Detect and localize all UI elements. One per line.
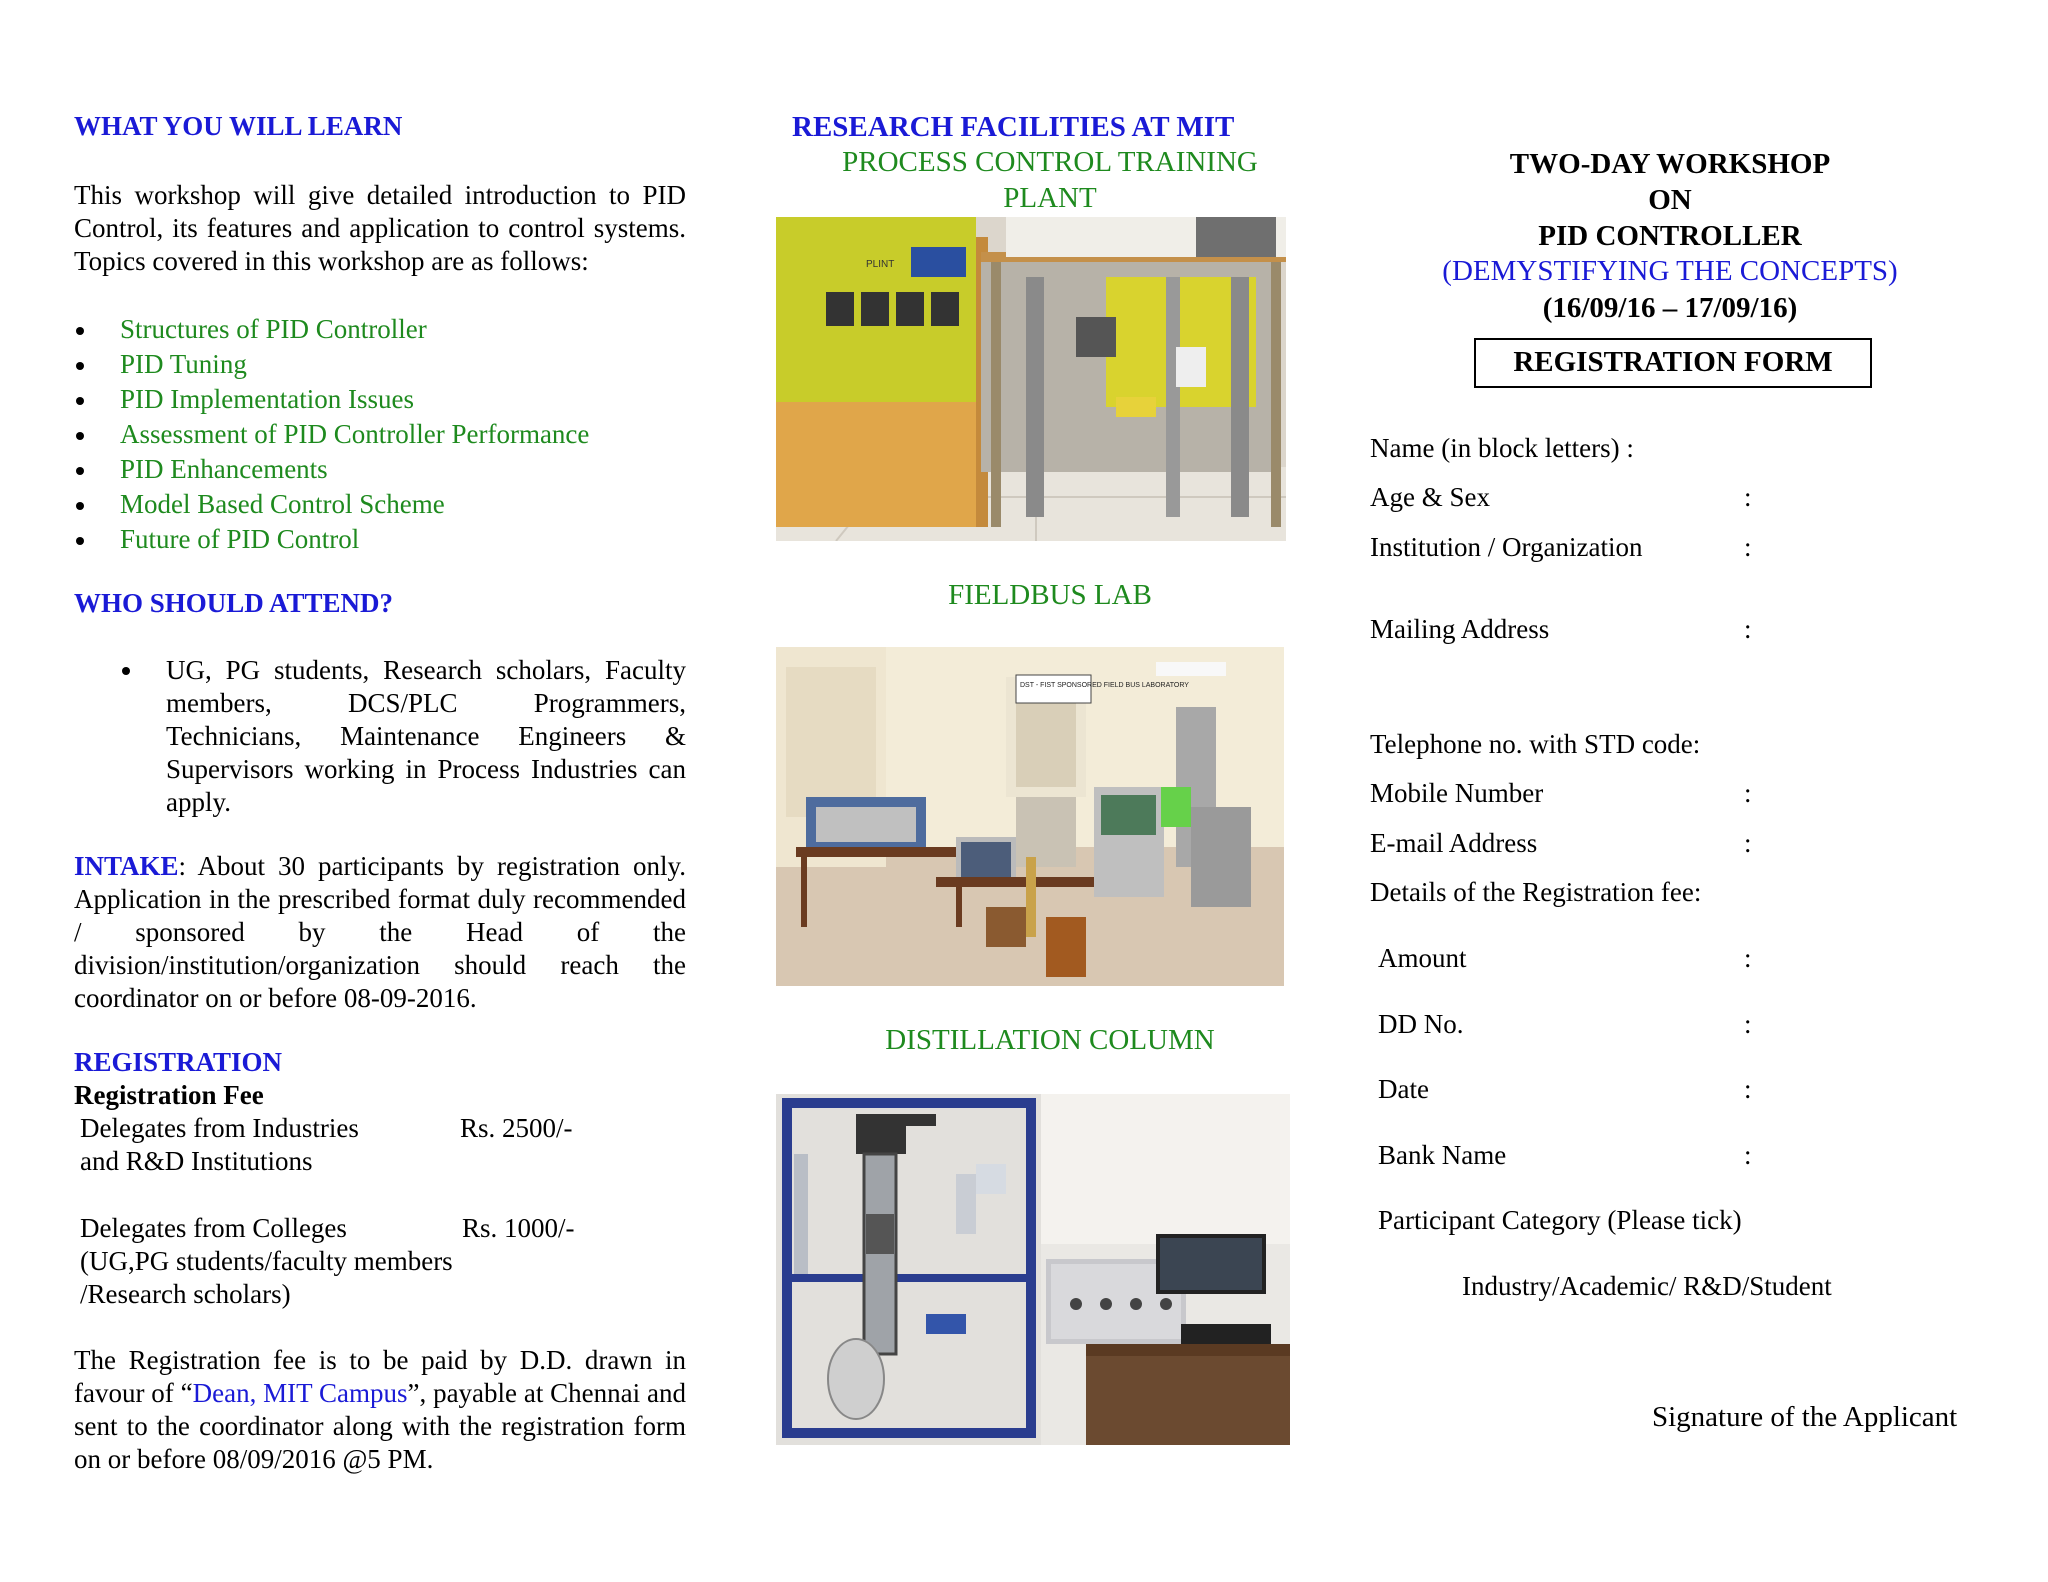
- facility-3-title: DISTILLATION COLUMN: [885, 1024, 1215, 1056]
- bank-name-field-label: Bank Name: [1378, 1140, 1507, 1170]
- distillation-column-photo: [776, 1094, 1290, 1445]
- bullet-icon: [76, 432, 84, 440]
- learn-intro: This workshop will give detailed introduction to PID Control, its features and application to control systems. Topics covered in this workshop are as follows:: [74, 180, 686, 276]
- field-colon: :: [1744, 778, 1752, 808]
- fee-industry-amount: Rs. 2500/-: [460, 1113, 573, 1143]
- fee-heading: Registration Fee: [74, 1080, 264, 1110]
- workshop-title-line2: ON: [1648, 184, 1692, 216]
- list-item: PID Implementation Issues: [74, 382, 686, 417]
- facility-1-title-2: PLANT: [1003, 182, 1097, 214]
- field-colon: :: [1744, 943, 1752, 973]
- workshop-dates: (16/09/16 – 17/09/16): [1542, 292, 1798, 324]
- bullet-icon: [76, 467, 84, 475]
- learn-heading: WHAT YOU WILL LEARN: [74, 111, 403, 141]
- fee-college-amount: Rs. 1000/-: [462, 1213, 575, 1243]
- payee-name: Dean, MIT Campus: [192, 1378, 408, 1408]
- list-item: Structures of PID Controller: [74, 312, 686, 347]
- intake-text: : About 30 participants by registration only. Application in the prescribed format duly recommended / sponsored by the Head of the division/institution/organization should reach the coordinator on or before 08-09-2016.: [74, 851, 686, 1013]
- bullet-icon: [122, 667, 130, 675]
- workshop-subtitle: (DEMYSTIFYING THE CONCEPTS): [1442, 255, 1898, 287]
- signature-label: Signature of the Applicant: [1652, 1401, 1958, 1433]
- list-item: Future of PID Control: [74, 522, 686, 557]
- panel-sign: PLINT: [866, 259, 895, 270]
- mailing-address-field-label: Mailing Address: [1370, 614, 1550, 644]
- facilities-heading: RESEARCH FACILITIES AT MIT: [792, 111, 1235, 143]
- email-field-label: E-mail Address: [1370, 828, 1538, 858]
- field-colon: :: [1744, 1140, 1752, 1170]
- attend-text: UG, PG students, Research scholars, Faculty members, DCS/PLC Programmers, Technicians, Maintenance Engineers & Supervisors working in Process Industries can apply.: [166, 655, 686, 817]
- registration-heading: REGISTRATION: [74, 1047, 283, 1077]
- telephone-field-label: Telephone no. with STD code:: [1370, 729, 1701, 759]
- participant-category-label: Participant Category (Please tick): [1378, 1205, 1742, 1235]
- fee-college-label-2: (UG,PG students/faculty members: [80, 1246, 453, 1276]
- fee-details-label: Details of the Registration fee:: [1370, 877, 1702, 907]
- field-colon: :: [1744, 1074, 1752, 1104]
- field-colon: :: [1744, 614, 1752, 644]
- date-field-label: Date: [1378, 1074, 1429, 1104]
- mobile-field-label: Mobile Number: [1370, 778, 1544, 808]
- list-item: PID Enhancements: [74, 452, 686, 487]
- field-colon: :: [1744, 828, 1752, 858]
- attend-heading: WHO SHOULD ATTEND?: [74, 588, 394, 618]
- age-sex-field-label: Age & Sex: [1370, 482, 1490, 512]
- topics-list: [74, 312, 686, 557]
- field-colon: :: [1744, 532, 1752, 562]
- bullet-icon: [76, 327, 84, 335]
- list-item: Assessment of PID Controller Performance: [74, 417, 686, 452]
- intake-paragraph: [74, 850, 686, 1015]
- participant-category-options: Industry/Academic/ R&D/Student: [1462, 1271, 1832, 1301]
- field-colon: :: [1744, 1009, 1752, 1039]
- list-item: Model Based Control Scheme: [74, 487, 686, 522]
- field-colon: :: [1744, 482, 1752, 512]
- dd-number-field-label: DD No.: [1378, 1009, 1464, 1039]
- name-field-label: Name (in block letters) :: [1370, 433, 1634, 463]
- facility-2-title: FIELDBUS LAB: [948, 579, 1152, 611]
- bullet-icon: [76, 502, 84, 510]
- payment-paragraph: The Registration fee is to be paid by D.D. drawn in favour of “Dean, MIT Campus”, payable at Chennai and sent to the coordinator along with the registration form on or before 08/09/2016 @5 PM.: [74, 1345, 686, 1474]
- workshop-title-line1: TWO-DAY WORKSHOP: [1509, 148, 1831, 180]
- fee-industry-label-2: and R&D Institutions: [80, 1146, 313, 1176]
- fee-industry-label: Delegates from Industries: [80, 1113, 359, 1143]
- bullet-icon: [76, 537, 84, 545]
- registration-form-title: REGISTRATION FORM: [1474, 338, 1872, 388]
- workshop-title-line3: PID CONTROLLER: [1538, 220, 1802, 252]
- amount-field-label: Amount: [1378, 943, 1467, 973]
- institution-field-label: Institution / Organization: [1370, 532, 1643, 562]
- fee-college-label: Delegates from Colleges: [80, 1213, 347, 1243]
- bullet-icon: [76, 397, 84, 405]
- facility-1-title: PROCESS CONTROL TRAINING: [842, 146, 1258, 178]
- intake-label: INTAKE: [74, 851, 179, 881]
- fee-college-label-3: /Research scholars): [80, 1279, 291, 1309]
- fieldbus-lab-photo: [776, 647, 1284, 986]
- process-control-plant-photo: [776, 217, 1286, 541]
- lab-sign: DST - FIST SPONSORED FIELD BUS LABORATORY: [1020, 682, 1189, 689]
- bullet-icon: [76, 362, 84, 370]
- list-item: PID Tuning: [74, 347, 686, 382]
